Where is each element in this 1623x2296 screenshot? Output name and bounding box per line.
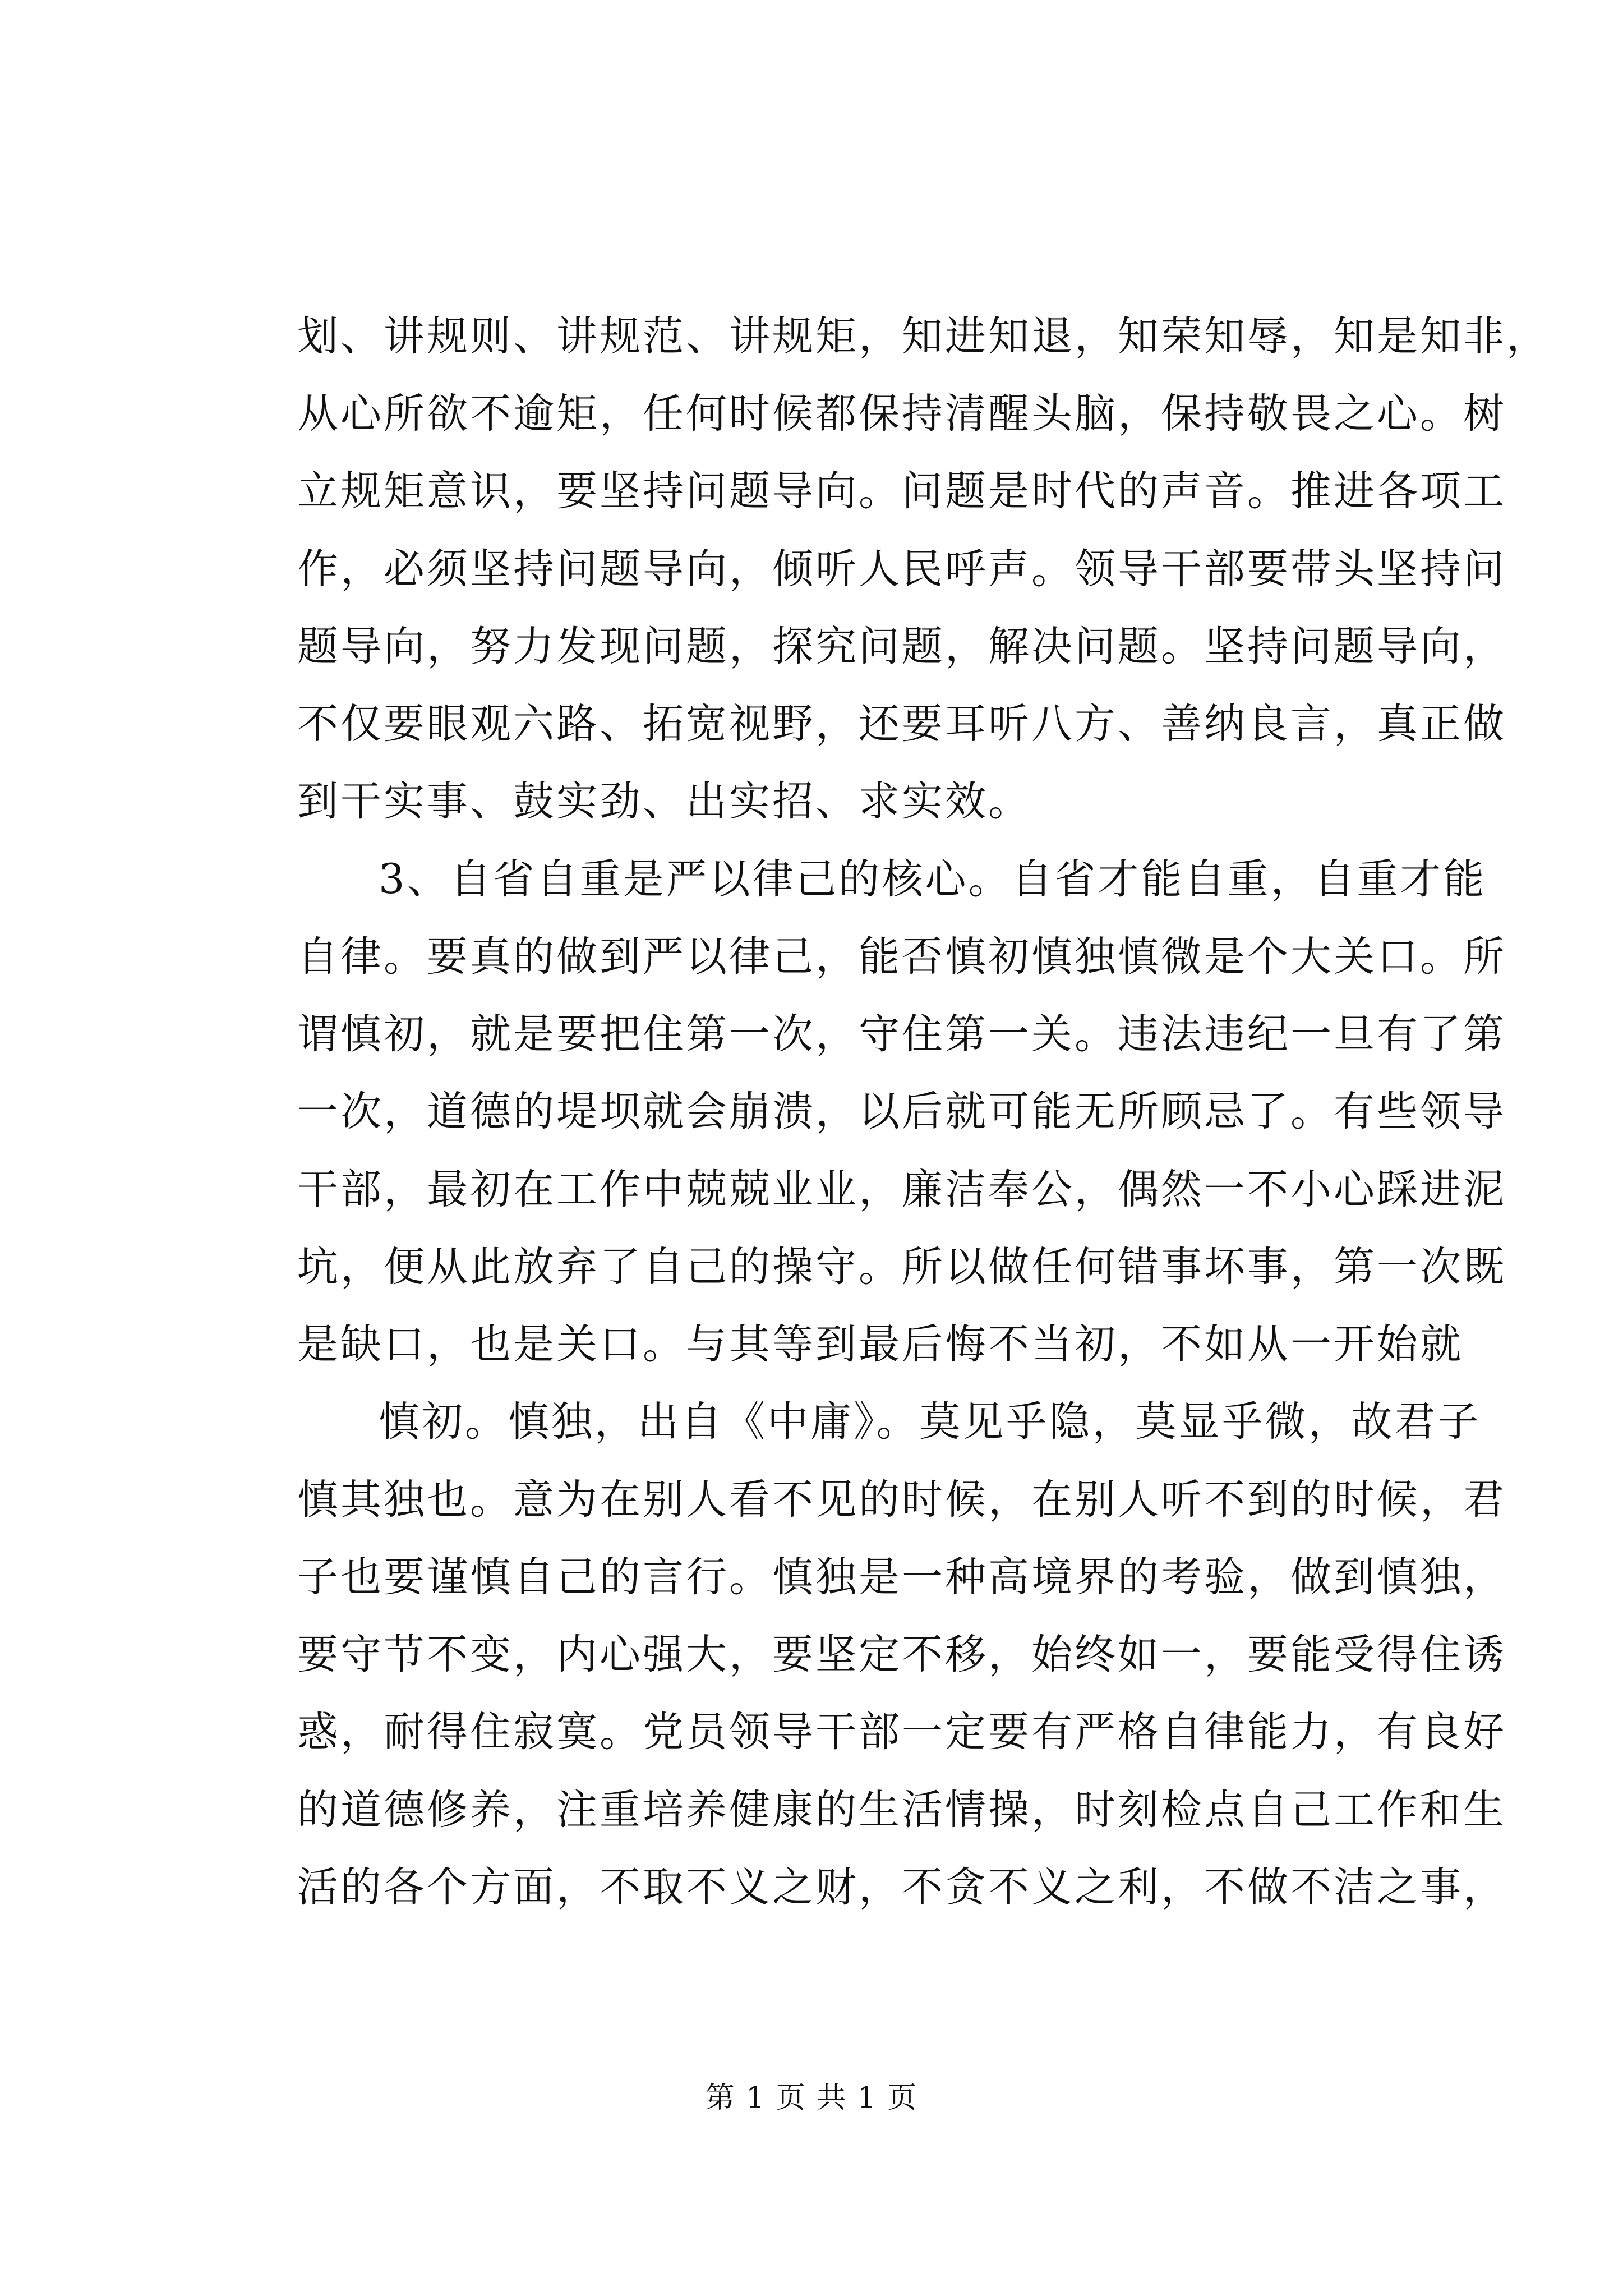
text-line: 惑，耐得住寂寞。党员领导干部一定要有严格自律能力，有良好 bbox=[297, 1708, 1506, 1756]
text-line: 要守节不变，内心强大，要坚定不移，始终如一，要能受得住诱 bbox=[297, 1631, 1506, 1678]
text-line: 子也要谨慎自己的言行。慎独是一种高境界的考验，做到慎独， bbox=[297, 1553, 1506, 1601]
text-line: 到干实事、鼓实劲、出实招、求实效。 bbox=[297, 777, 1031, 825]
text-line: 划、讲规则、讲规范、讲规矩，知进知退，知荣知辱，知是知非， bbox=[297, 312, 1550, 360]
text-line: 不仅要眼观六路、拓宽视野，还要耳听八方、善纳良言，真正做 bbox=[297, 700, 1506, 748]
text-line: 的道德修养，注重培养健康的生活情操，时刻检点自己工作和生 bbox=[297, 1786, 1506, 1834]
text-line: 题导向，努力发现问题，探究问题，解决问题。坚持问题导向， bbox=[297, 623, 1506, 670]
text-line: 是缺口，也是关口。与其等到最后悔不当初，不如从一开始就 bbox=[297, 1320, 1463, 1368]
text-line: 自律。要真的做到严以律己，能否慎初慎独慎微是个大关口。所 bbox=[297, 933, 1506, 981]
text-line: 从心所欲不逾矩，任何时候都保持清醒头脑，保持敬畏之心。树 bbox=[297, 390, 1506, 438]
text-line: 坑，便从此放弃了自己的操守。所以做任何错事坏事，第一次既 bbox=[297, 1243, 1506, 1291]
page-number-footer: 第 1 页 共 1 页 bbox=[705, 2081, 918, 2115]
text-line: 谓慎初，就是要把住第一次，守住第一关。违法违纪一旦有了第 bbox=[297, 1010, 1506, 1058]
paragraph-first-line: 慎初。慎独，出自《中庸》。莫见乎隐，莫显乎微，故君子 bbox=[379, 1398, 1481, 1446]
text-line: 干部，最初在工作中兢兢业业，廉洁奉公，偶然一不小心踩进泥 bbox=[297, 1166, 1506, 1213]
text-line: 立规矩意识，要坚持问题导向。问题是时代的声音。推进各项工 bbox=[297, 467, 1506, 515]
paragraph-first-line: 3、自省自重是严以律己的核心。自省才能自重，自重才能 bbox=[379, 855, 1487, 903]
text-line: 活的各个方面，不取不义之财，不贪不义之利，不做不洁之事， bbox=[297, 1864, 1506, 1911]
text-line: 慎其独也。意为在别人看不见的时候，在别人听不到的时候，君 bbox=[297, 1476, 1506, 1524]
text-line: 一次，道德的堤坝就会崩溃，以后就可能无所顾忌了。有些领导 bbox=[297, 1088, 1506, 1135]
text-line: 作，必须坚持问题导向，倾听人民呼声。领导干部要带头坚持问 bbox=[297, 545, 1506, 593]
